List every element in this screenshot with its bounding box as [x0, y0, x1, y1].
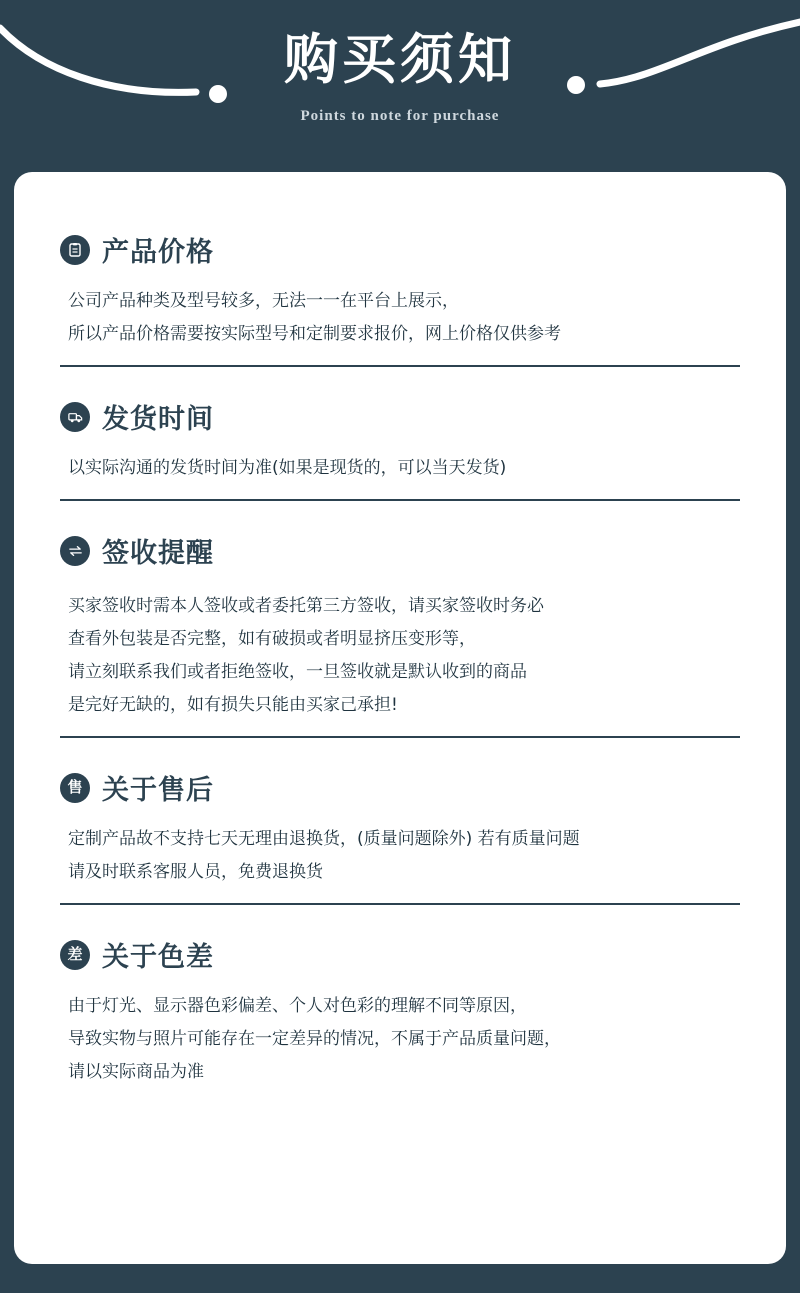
- section-product-price: [60, 230, 740, 367]
- section-header: [60, 230, 740, 269]
- section-body: [68, 452, 740, 485]
- section-header: [60, 768, 740, 807]
- section-shipping-time: [60, 397, 740, 501]
- body-line: 公司产品种类及型号较多，无法一一在平台上展示，: [68, 291, 459, 311]
- color-difference-icon: 差: [60, 940, 90, 970]
- body-line: 请立刻联系我们或者拒绝签收，一旦签收就是默认收到的商品: [68, 662, 527, 682]
- section-divider: [60, 499, 740, 501]
- body-line: 以实际沟通的发货时间为准(如果是现货的，可以当天发货): [68, 458, 507, 478]
- section-divider: [60, 365, 740, 367]
- body-line: 查看外包装是否完整，如有破损或者明显挤压变形等，: [68, 629, 476, 649]
- section-title: 关于售后: [102, 775, 214, 806]
- section-header: [60, 935, 740, 974]
- section-divider: [60, 736, 740, 738]
- section-header: [60, 531, 740, 570]
- exchange-arrows-icon: [60, 536, 90, 566]
- body-line: 由于灯光、显示器色彩偏差、个人对色彩的理解不同等原因，: [68, 996, 527, 1016]
- section-header: [60, 397, 740, 436]
- body-line: 定制产品故不支持七天无理由退换货，(质量问题除外) 若有质量问题: [68, 829, 580, 849]
- section-title: 产品价格: [102, 237, 214, 268]
- page-header: [0, 0, 800, 172]
- section-title: 关于色差: [102, 942, 214, 973]
- after-sale-icon: 售: [60, 773, 90, 803]
- section-after-sales: [60, 768, 740, 905]
- section-body: [68, 990, 740, 1089]
- body-line: 买家签收时需本人签收或者委托第三方签收，请买家签收时务必: [68, 596, 544, 616]
- body-line: 是完好无缺的，如有损失只能由买家己承担!: [68, 695, 398, 715]
- section-color-difference: [60, 935, 740, 1089]
- clipboard-icon: [60, 235, 90, 265]
- section-receipt-reminder: [60, 531, 740, 738]
- notice-card: [14, 172, 786, 1264]
- section-title: 发货时间: [102, 404, 214, 435]
- section-body: [68, 590, 740, 722]
- section-body: [68, 823, 740, 889]
- section-body: [68, 285, 740, 351]
- body-line: 请及时联系客服人员，免费退换货: [68, 862, 323, 882]
- section-divider: [60, 903, 740, 905]
- page-subtitle: Points to note for purchase: [300, 108, 500, 124]
- section-title: 签收提醒: [102, 538, 214, 569]
- body-line: 所以产品价格需要按实际型号和定制要求报价，网上价格仅供参考: [68, 324, 561, 344]
- body-line: 请以实际商品为准: [68, 1062, 204, 1082]
- body-line: 导致实物与照片可能存在一定差异的情况，不属于产品质量问题，: [68, 1029, 561, 1049]
- truck-icon: [60, 402, 90, 432]
- page-title: 购买须知: [284, 28, 516, 91]
